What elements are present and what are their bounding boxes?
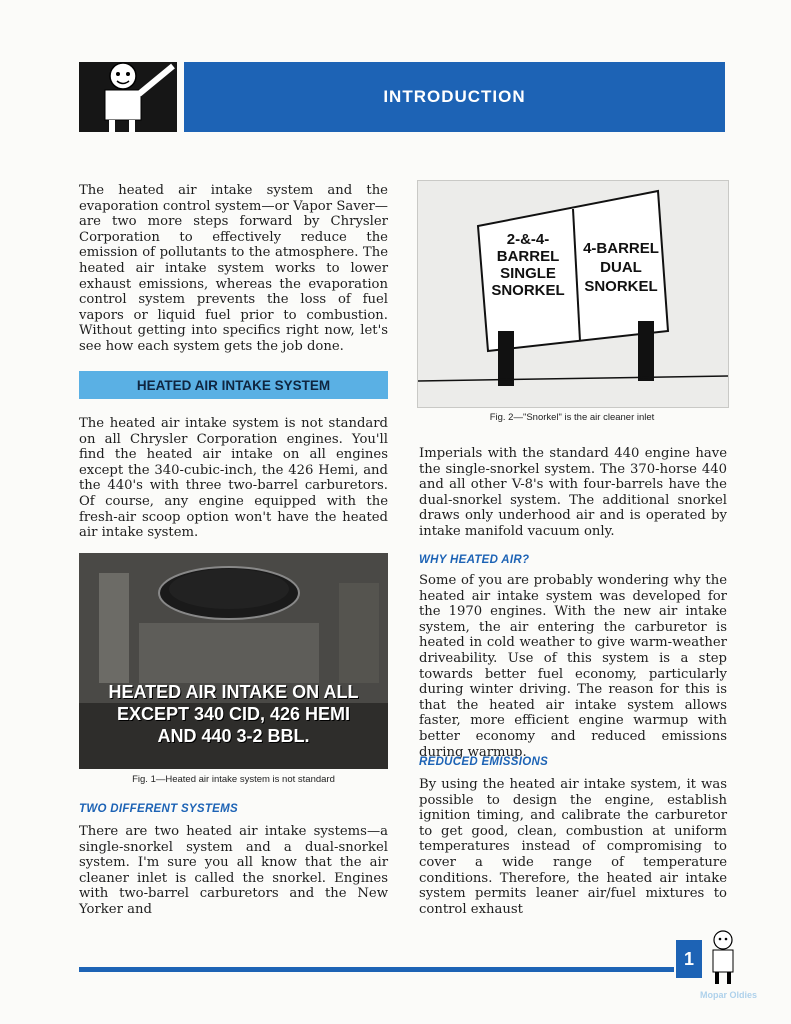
figure-1-overlay [79, 681, 388, 747]
overlay-line: EXCEPT 340 CID, 426 HEMI [116, 704, 351, 724]
page-number: 1 [676, 940, 702, 978]
mascot-illustration [79, 62, 177, 132]
section-heading: HEATED AIR INTAKE SYSTEM [136, 377, 331, 393]
figure-1-caption: Fig. 1—Heated air intake system is not standard [132, 774, 335, 785]
sign-line: DUAL [600, 259, 642, 276]
reduced-emissions-heading: REDUCED EMISSIONS [419, 756, 549, 768]
mascot-icon [703, 930, 743, 986]
billboard-icon [418, 181, 728, 407]
overlay-line: HEATED AIR INTAKE ON ALL [108, 682, 359, 702]
section-paragraph: The heated air intake system is not standard on all Chrysler Corporation engines. You'll find the heated air intake on all engines except the 340-cubic-inch, the 426 Hemi, and the 440's with three two-barrel carburetors. Of course, any engine equipped with the fresh-air scoop option won't have the heated air intake system. [79, 416, 388, 541]
sign-right-text [581, 239, 661, 296]
intro-paragraph: The heated air intake system and the evaporation control system—or Vapor Saver—are two more steps forward by Chrysler Corporation to effectively reduce the emission of pollutants to the atmosphere. The heated air intake system works to lower exhaust emissions, whereas the evaporation control system prevents the loss of fuel vapors or liquid fuel prior to combustion. Without getting into specifics right now, let's see how each system gets the job done. [79, 183, 388, 354]
figure-2-illustration [417, 180, 729, 408]
figure-1-photo [79, 553, 388, 769]
watermark: Mopar Oldies [700, 990, 758, 1000]
why-heated-paragraph: Some of you are probably wondering why the heated air intake system was developed for the 1970 engines. With the new air intake system, the air entering the carburetor is heated in cold weather to give warm-weather driveability. Use of this system is a step towards better fuel economy, particularly during winter driving. The reason for this is that the heated air intake system allows faster, more efficient engine warmup with better economy and reduced emissions during warmup. [419, 573, 727, 760]
right-column-paragraph: Imperials with the standard 440 engine have the single-snorkel system. The 370-horse 440 and all other V-8's with four-barrels have the dual-snorkel system. The additional snorkel draws only underhood air and is operated by intake manifold vacuum only. [419, 446, 727, 539]
why-heated-heading: WHY HEATED AIR? [419, 554, 530, 566]
two-systems-heading: TWO DIFFERENT SYSTEMS [79, 803, 238, 815]
sign-line: BARREL [496, 248, 560, 265]
figure-2-caption: Fig. 2—"Snorkel" is the air cleaner inlet [489, 412, 655, 423]
footer-rule [79, 967, 674, 972]
reduced-emissions-paragraph: By using the heated air intake system, it was possible to design the engine, establish ignition timing, and calibrate the carburetor to get good, clean, combustion at uniform temperatures instead of compromising to cover a wide range of temperature conditions. Therefore, the heated air intake system permits leaner air/fuel mixtures to control exhaust [419, 777, 727, 917]
overlay-line: AND 440 3-2 BBL. [157, 726, 310, 746]
two-systems-paragraph: There are two heated air intake systems—a single-snorkel system and a dual-snorkel system. I'm sure you all know that the air cleaner inlet is called the snorkel. Engines with two-barrel carburetors and the New Yorker and [79, 824, 388, 917]
sign-line: SINGLE [500, 265, 556, 282]
sign-line: 2-&-4- [506, 231, 550, 248]
mascot-icon [79, 62, 177, 132]
footer-mascot [703, 930, 743, 986]
sign-line: SNORKEL [491, 282, 565, 299]
title-banner [184, 62, 725, 132]
page-title: INTRODUCTION [383, 87, 526, 106]
sign-left-text [488, 231, 568, 299]
sign-line: SNORKEL [584, 278, 658, 295]
section-heading-bar [79, 371, 388, 399]
sign-line: 4-BARREL [583, 240, 659, 257]
